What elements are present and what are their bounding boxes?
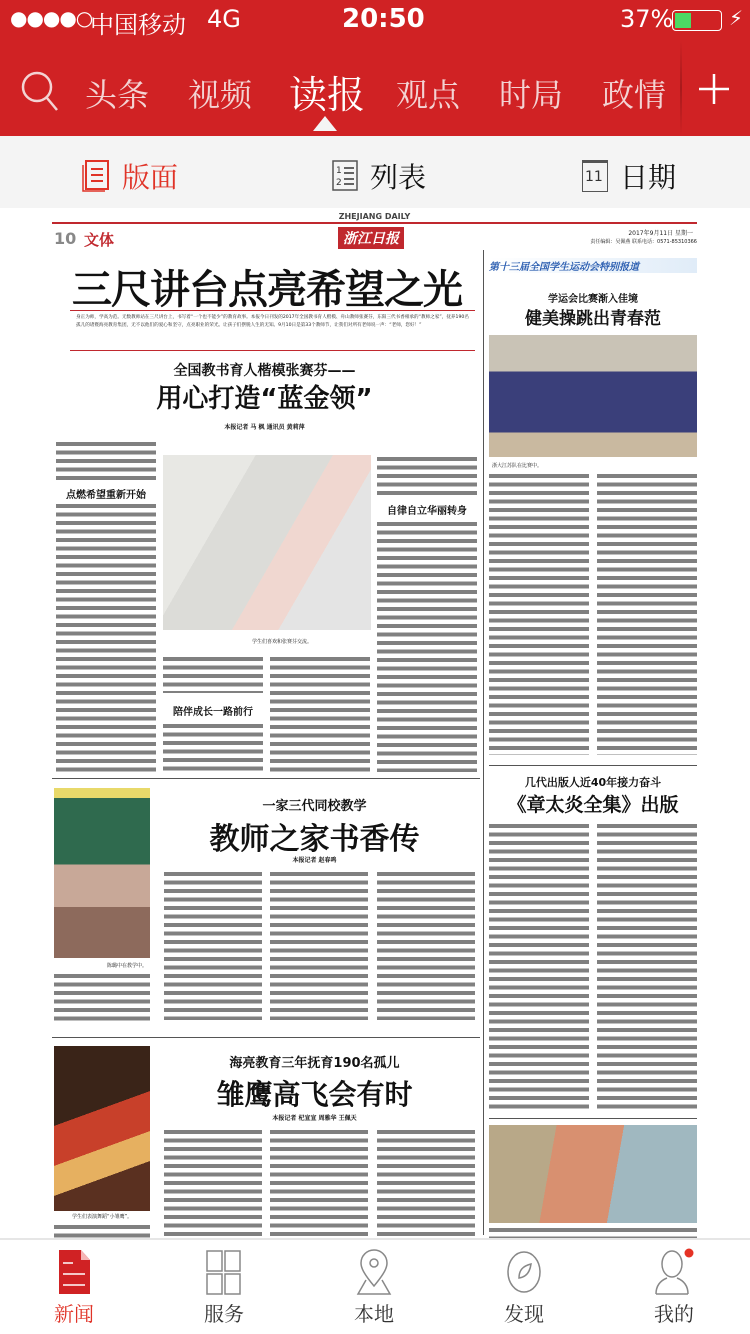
compass-icon xyxy=(505,1248,543,1296)
story3-headline: 教师之家书香传 xyxy=(209,822,420,857)
page-number: 10 xyxy=(54,229,77,248)
nav-services[interactable] xyxy=(179,1248,269,1327)
story5-headline: 雏鹰高飞会有时 xyxy=(216,1078,413,1111)
body-text xyxy=(270,655,370,772)
story5-kicker: 海亮教育三年抚育190名孤儿 xyxy=(229,1056,400,1071)
tab-politics[interactable]: 政情 xyxy=(602,76,667,114)
section-divider xyxy=(52,1037,480,1038)
photo-caption: 学生们表演舞蹈“小雏鹰”。 xyxy=(72,1214,133,1220)
numbered-list-icon xyxy=(332,160,358,192)
masthead-en: ZHEJIANG DAILY xyxy=(338,212,411,221)
body-text xyxy=(56,502,156,772)
view-date-label: 日期 xyxy=(620,161,677,194)
story1-kicker: 全国教书育人楷模张赛芬—— xyxy=(173,363,356,379)
classroom-photo xyxy=(54,788,150,958)
nav-services-label: 服务 xyxy=(204,1302,244,1326)
location-pin-icon xyxy=(356,1248,392,1296)
issue-date: 2017年9月11日 星期一 xyxy=(628,230,693,237)
body-text xyxy=(54,1223,150,1238)
editor-line: 责任编辑：吴佩燕 联系电话：0571-85310366 xyxy=(590,239,697,245)
story1-subhead: 陪伴成长一路前行 xyxy=(173,707,253,718)
search-icon[interactable] xyxy=(20,70,60,112)
column-divider xyxy=(483,250,484,1235)
nav-news-label: 新闻 xyxy=(54,1302,94,1326)
tab-video[interactable]: 视频 xyxy=(188,76,253,114)
story1-subhead: 自律自立华丽转身 xyxy=(387,506,467,517)
main-headline: 三尺讲台点亮希望之光 xyxy=(72,267,462,313)
masthead-rule xyxy=(52,222,697,224)
nav-me-label: 我的 xyxy=(654,1302,694,1326)
body-text xyxy=(270,870,368,1020)
body-text xyxy=(164,1128,262,1238)
section-divider xyxy=(489,765,697,766)
story4-headline: 《章太炎全集》出版 xyxy=(507,794,679,816)
add-channel-icon[interactable] xyxy=(697,72,731,106)
view-list-button[interactable] xyxy=(332,156,426,196)
network-type: 4G xyxy=(207,5,241,33)
nav-local-label: 本地 xyxy=(354,1302,394,1326)
divider xyxy=(680,40,682,136)
nav-news[interactable] xyxy=(29,1248,119,1327)
story2-kicker: 学运会比赛渐入佳境 xyxy=(548,294,638,305)
tab-opinion[interactable]: 观点 xyxy=(396,76,461,114)
status-bar xyxy=(0,0,750,40)
teacher-students-photo xyxy=(163,455,371,630)
view-list-label: 列表 xyxy=(370,161,427,194)
body-text xyxy=(377,1128,475,1238)
battery-percent: 37% xyxy=(620,5,674,33)
nav-discover-label: 发现 xyxy=(504,1302,544,1326)
intro-box: 身正为师，学高为范。无数教师站在三尺讲台上，书写着“一个也不能少”的教育故事。本报今日刊发的2017年全国教书育人楷模、舟山教师张赛芬，东阳三代书香相承的“教师之家”，抚养190名孤儿的诸暨海亮教育集团，无不以他们的爱心和坚守，点亮职业的荣光。让孩子们摆脱人生的无知。9月10日是第33个教师节，让我们对所有老师说一声：“老师，您好！” xyxy=(70,310,475,351)
body-text xyxy=(163,722,263,772)
body-text xyxy=(270,1128,368,1238)
carrier: 中国移动 xyxy=(90,11,186,39)
clock: 20:50 xyxy=(342,4,425,34)
newspaper-page[interactable] xyxy=(52,210,697,1238)
body-text xyxy=(597,472,697,755)
photo-caption: 学生们喜欢和张赛芬交流。 xyxy=(252,639,313,645)
nav-local[interactable] xyxy=(329,1248,419,1327)
gymnastics-photo xyxy=(489,335,697,457)
svg-text:2: 2 xyxy=(336,178,342,188)
photo-caption: 浙大江苏队在比赛中。 xyxy=(492,463,543,469)
body-text xyxy=(54,972,150,1022)
body-text xyxy=(377,520,477,772)
body-text xyxy=(377,455,477,495)
nav-me[interactable] xyxy=(629,1248,719,1327)
selected-indicator xyxy=(313,116,337,131)
grid-icon xyxy=(206,1248,242,1296)
page-layout-icon xyxy=(82,160,110,192)
tab-headlines[interactable]: 头条 xyxy=(85,76,150,114)
view-date-button[interactable] xyxy=(582,156,676,196)
story1-byline: 本报记者 马 枫 通讯员 黄莉萍 xyxy=(224,424,305,431)
section-name: 文体 xyxy=(84,231,115,249)
story5-byline: 本报记者 杞宣宣 周雅华 王佩天 xyxy=(272,1115,357,1122)
story3-byline: 本报记者 赵春鸣 xyxy=(292,857,337,864)
tab-read-paper[interactable]: 读报 xyxy=(289,73,366,117)
tab-current-affairs[interactable]: 时局 xyxy=(499,76,564,114)
body-text xyxy=(489,822,589,1112)
story1-subhead: 点燃希望重新开始 xyxy=(66,490,146,501)
charging-icon: ⚡ xyxy=(729,6,744,30)
view-page-button[interactable] xyxy=(82,156,178,196)
calendar-icon xyxy=(582,160,608,192)
signal-strength: ●●●●○ xyxy=(10,6,93,30)
story4-kicker: 几代出版人近40年接力奋斗 xyxy=(524,776,662,789)
news-document-icon xyxy=(57,1248,91,1296)
bottom-nav xyxy=(0,1238,750,1334)
photo-caption: 陈璐中在教学中。 xyxy=(107,963,148,969)
user-icon xyxy=(654,1248,694,1296)
dance-photo xyxy=(54,1046,150,1211)
body-text xyxy=(597,822,697,1112)
section-divider xyxy=(489,1118,697,1119)
story3-kicker: 一家三代同校教学 xyxy=(262,799,367,814)
sports-banner: 第十三届全国学生运动会特别报道 xyxy=(489,258,697,273)
story2-headline: 健美操跳出青春范 xyxy=(525,309,661,329)
event-photo xyxy=(489,1125,697,1223)
nav-discover[interactable] xyxy=(479,1248,569,1327)
svg-text:1: 1 xyxy=(336,166,342,176)
body-text xyxy=(489,472,589,755)
masthead-logo: 浙江日报 xyxy=(338,227,404,249)
view-mode-bar xyxy=(0,136,750,208)
view-page-label: 版面 xyxy=(122,161,179,194)
section-divider xyxy=(52,778,480,779)
body-text xyxy=(164,870,262,1020)
body-text xyxy=(377,870,475,1020)
battery-icon xyxy=(672,10,722,31)
calendar-day: 11 xyxy=(585,169,603,185)
body-text xyxy=(163,655,263,693)
story1-headline: 用心打造“蓝金领” xyxy=(156,384,373,414)
channel-tabs xyxy=(0,40,750,136)
body-text xyxy=(489,1226,697,1238)
body-text xyxy=(56,440,156,482)
